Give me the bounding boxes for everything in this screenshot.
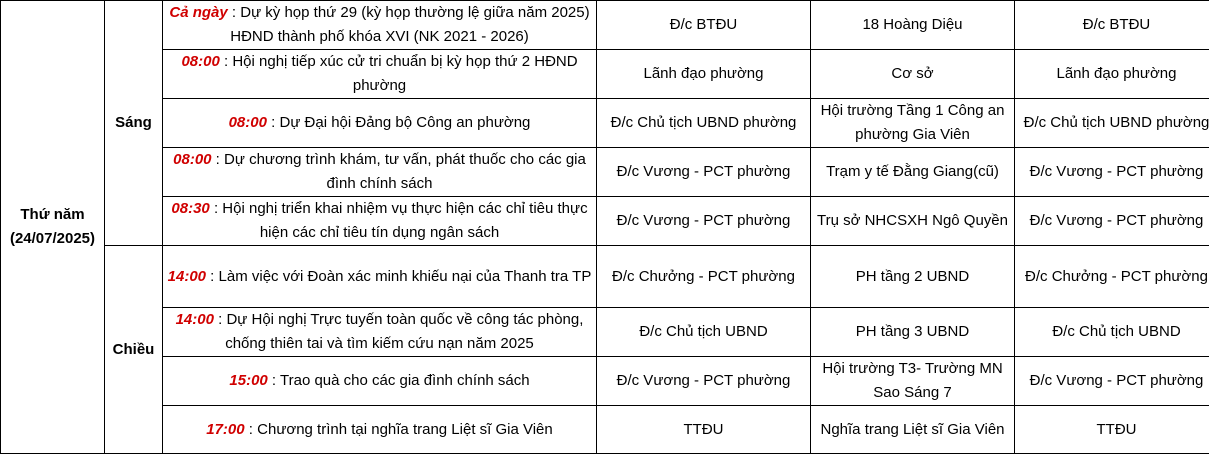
event-time: 08:00 bbox=[181, 53, 220, 70]
event-time: 17:00 bbox=[206, 420, 245, 438]
event-lead: Đ/c Vương - PCT phường bbox=[597, 357, 811, 406]
event-text: Trao quà cho các gia đình chính sách bbox=[280, 372, 530, 389]
event-content bbox=[163, 406, 597, 454]
event-time: 08:30 bbox=[171, 200, 210, 217]
event-lead: Đ/c Chưởng - PCT phường bbox=[597, 246, 811, 308]
day-cell bbox=[1, 1, 105, 454]
event-content bbox=[163, 308, 597, 357]
event-location: Trụ sở NHCSXH Ngô Quyền bbox=[811, 197, 1015, 246]
event-lead: Lãnh đạo phường bbox=[597, 50, 811, 99]
event-text: Dự Đại hội Đảng bộ Công an phường bbox=[279, 114, 531, 131]
event-lead: Đ/c Vương - PCT phường bbox=[597, 148, 811, 197]
event-content bbox=[163, 1, 597, 50]
table-row bbox=[1, 99, 1209, 148]
event-content bbox=[163, 99, 597, 148]
event-text: Làm việc với Đoàn xác minh khiếu nại của Thanh tra TP bbox=[218, 267, 592, 285]
event-prepare: Đ/c Vương - PCT phường bbox=[1015, 148, 1209, 197]
event-time: 08:00 bbox=[228, 114, 267, 131]
event-lead: Đ/c Vương - PCT phường bbox=[597, 197, 811, 246]
event-prepare: Đ/c Chủ tịch UBND phường bbox=[1015, 99, 1209, 148]
event-separator: : bbox=[211, 151, 225, 168]
event-time: Cả ngày bbox=[169, 4, 228, 21]
event-prepare: Đ/c Chủ tịch UBND bbox=[1015, 308, 1209, 357]
event-time: 15:00 bbox=[229, 372, 268, 389]
table-row bbox=[1, 406, 1209, 454]
day-date: (24/07/2025) bbox=[9, 230, 96, 247]
day-name: Thứ năm bbox=[20, 206, 85, 223]
event-text: Chương trình tại nghĩa trang Liệt sĩ Gia Viên bbox=[257, 420, 553, 438]
table-row bbox=[1, 1, 1209, 50]
session-morning: Sáng bbox=[105, 1, 163, 246]
event-content bbox=[163, 246, 597, 308]
event-separator: : bbox=[213, 311, 227, 328]
event-text: Dự kỳ họp thứ 29 (kỳ họp thường lệ giữa năm 2025) HĐND thành phố khóa XVI (NK 2021 - 2026) bbox=[230, 4, 590, 45]
table-row bbox=[1, 246, 1209, 308]
event-content bbox=[163, 357, 597, 406]
event-separator: : bbox=[266, 114, 280, 131]
event-prepare: Đ/c Vương - PCT phường bbox=[1015, 197, 1209, 246]
event-location: Hội trường T3- Trường MN Sao Sáng 7 bbox=[811, 357, 1015, 406]
event-content bbox=[163, 50, 597, 99]
event-separator: : bbox=[219, 53, 233, 70]
table-row bbox=[1, 197, 1209, 246]
event-time: 14:00 bbox=[167, 267, 207, 285]
event-text: Dự chương trình khám, tư vấn, phát thuốc cho các gia đình chính sách bbox=[224, 151, 586, 192]
table-row bbox=[1, 357, 1209, 406]
session-afternoon: Chiều bbox=[105, 246, 163, 454]
event-content bbox=[163, 148, 597, 197]
table-row bbox=[1, 148, 1209, 197]
event-text: Dự Hội nghị Trực tuyến toàn quốc về công tác phòng, chống thiên tai và tìm kiếm cứu nạn năm 2025 bbox=[225, 311, 584, 352]
event-lead: Đ/c Chủ tịch UBND phường bbox=[597, 99, 811, 148]
event-content bbox=[163, 197, 597, 246]
event-separator: : bbox=[244, 420, 258, 438]
table-row bbox=[1, 50, 1209, 99]
event-location: PH tầng 3 UBND bbox=[811, 308, 1015, 357]
event-separator: : bbox=[206, 267, 219, 285]
event-lead: TTĐU bbox=[597, 406, 811, 454]
event-prepare: TTĐU bbox=[1015, 406, 1209, 454]
event-prepare: Đ/c BTĐU bbox=[1015, 1, 1209, 50]
event-prepare: Đ/c Vương - PCT phường bbox=[1015, 357, 1209, 406]
event-location: Nghĩa trang Liệt sĩ Gia Viên bbox=[811, 406, 1015, 454]
event-separator: : bbox=[227, 4, 241, 21]
event-prepare: Lãnh đạo phường bbox=[1015, 50, 1209, 99]
event-location: Hội trường Tầng 1 Công an phường Gia Viên bbox=[811, 99, 1015, 148]
event-location: Cơ sở bbox=[811, 50, 1015, 99]
event-time: 14:00 bbox=[175, 311, 214, 328]
event-location: PH tầng 2 UBND bbox=[811, 246, 1015, 308]
event-prepare: Đ/c Chưởng - PCT phường bbox=[1015, 246, 1209, 308]
event-separator: : bbox=[209, 200, 223, 217]
event-lead: Đ/c Chủ tịch UBND bbox=[597, 308, 811, 357]
event-text: Hội nghị tiếp xúc cử tri chuẩn bị kỳ họp thứ 2 HĐND phường bbox=[232, 53, 578, 94]
event-text: Hội nghị triển khai nhiệm vụ thực hiện các chỉ tiêu thực hiện các chỉ tiêu tín dụng ngân sách bbox=[222, 200, 588, 241]
event-lead: Đ/c BTĐU bbox=[597, 1, 811, 50]
event-separator: : bbox=[267, 372, 280, 389]
table-row bbox=[1, 308, 1209, 357]
event-location: Trạm y tế Đằng Giang(cũ) bbox=[811, 148, 1015, 197]
event-location: 18 Hoàng Diệu bbox=[811, 1, 1015, 50]
event-time: 08:00 bbox=[173, 151, 212, 168]
